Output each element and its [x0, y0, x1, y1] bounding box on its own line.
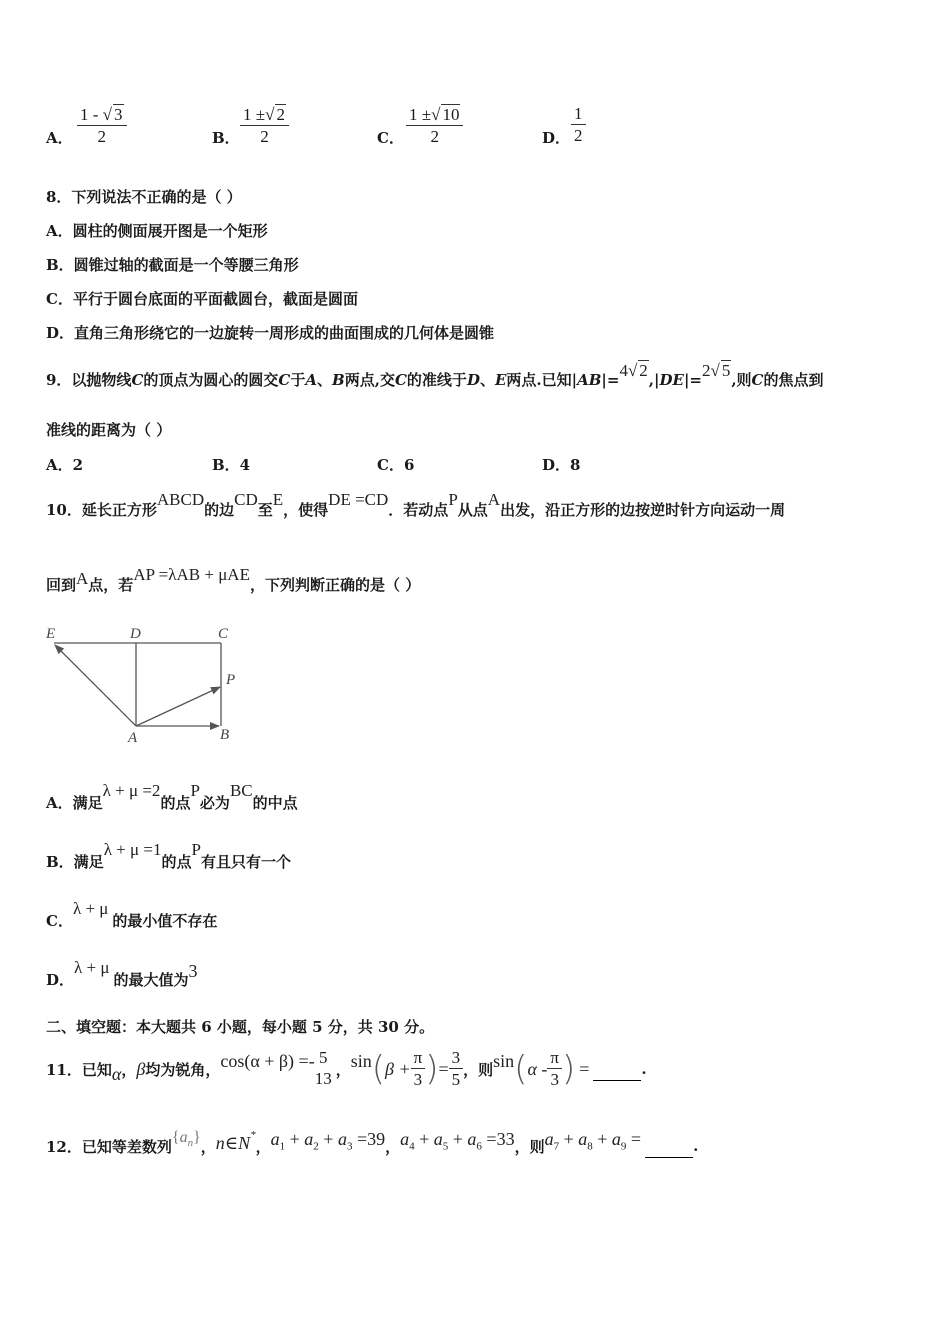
q11-f1-den: 13: [314, 1069, 332, 1088]
q12-plus: +: [289, 1129, 300, 1150]
fig-label-b: B: [220, 727, 230, 743]
q7-d-num: 1: [571, 104, 586, 125]
q9-rad: 2: [639, 361, 648, 380]
fig-label-e: E: [46, 626, 56, 642]
q12-sum1: [271, 1129, 385, 1153]
q7-a-rad: 3: [114, 105, 123, 124]
q10-d-expr: λ + μ: [74, 958, 110, 977]
q12-text: ，: [255, 1137, 271, 1156]
q12-a: a: [578, 1129, 588, 1150]
q10-a-p: P: [190, 781, 200, 800]
q9-text: 、: [317, 371, 333, 389]
q10-d-text: 的最大值为: [113, 971, 189, 989]
fig-vector-ae: [55, 645, 136, 726]
q9-text: 两点,交: [344, 371, 395, 389]
q9-de-value: 2√ 5: [701, 361, 731, 380]
q11-text: 均为锐角，: [145, 1060, 221, 1079]
q11-frac1: [315, 1048, 332, 1090]
q12-answer-blank[interactable]: [645, 1135, 693, 1158]
q10-a-text: 的点: [160, 794, 191, 812]
q9-line1: [46, 361, 824, 390]
q7-a-num: 1 -: [80, 105, 103, 124]
q11-text: 11．已知: [46, 1060, 112, 1079]
q12-sub: 2: [313, 1140, 319, 1153]
q9-line2: 准线的距离为（ ）: [46, 421, 172, 439]
q10-line2: [46, 565, 421, 595]
q9-text: |=: [683, 371, 702, 389]
q10-a-text: 的中点: [252, 794, 298, 812]
q9-coef: 4: [619, 361, 628, 380]
q12-nset: [215, 1128, 256, 1154]
q12-nset-text: n∈N: [215, 1132, 251, 1153]
q12-a: a: [400, 1129, 410, 1150]
q12-text: 12．已知等差数列: [46, 1137, 172, 1156]
q9-text: 的顶点为圆心的圆交: [143, 371, 279, 389]
fig-label-p: P: [226, 672, 236, 688]
q11-alpha: α: [111, 1063, 122, 1084]
q11-end: .: [641, 1060, 647, 1078]
q9-var-b: B: [332, 371, 345, 389]
q12-plus: +: [597, 1129, 608, 1150]
q12-text: ，: [385, 1137, 401, 1156]
q9-var-c: C: [751, 371, 764, 389]
q7-option-d-frac: [571, 104, 586, 147]
q9-rad: 5: [721, 361, 731, 380]
q10-vector-eq: AP =λAB + μAE: [133, 565, 250, 584]
q8-stem: 8．下列说法不正确的是（ ）: [46, 188, 242, 206]
q10-option-b: [46, 840, 291, 872]
q12-end: .: [693, 1137, 699, 1155]
q10-p: P: [448, 490, 458, 509]
fig-label-a: A: [128, 730, 138, 745]
q12-a: a: [611, 1129, 621, 1150]
q12-a: a: [544, 1129, 554, 1150]
q10-text: 出发，沿正方形的边按逆时针方向运动一周: [500, 501, 786, 519]
q10-text: ，使得: [283, 501, 329, 519]
q9-var-e: E: [494, 371, 507, 389]
q7-option-a-letter: A．: [46, 129, 73, 147]
q7-option-c-letter: C．: [377, 129, 404, 147]
q10-option-a: [46, 781, 298, 813]
q10-a-bc: BC: [229, 781, 253, 800]
q7-option-c-frac: $\frac{1 \pm√ 10}{2}$: [406, 104, 463, 148]
q10-text: 回到: [46, 576, 77, 594]
q10-option-c: [46, 899, 218, 931]
q11-pi-frac1: [411, 1048, 426, 1091]
q11-pi: π: [411, 1048, 426, 1069]
q9-text: 两点.已知|: [506, 371, 578, 389]
q11-line: 11．已知 α ， β 均为锐角， cos(α + β) =- 5 13 ， sin ( β + $\frac{\pi}{3}$ ) = $\frac{3}{5}$ ，则 sin ( α - $\frac{\pi}{3}$ ) = .: [46, 1047, 647, 1089]
q12-a: a: [304, 1129, 314, 1150]
q7-c-rad: 10: [442, 105, 460, 124]
q12-sub: 5: [442, 1140, 449, 1153]
q8-option-d: D．直角三角形绕它的一边旋转一周形成的曲面围成的几何体是圆锥: [46, 324, 495, 342]
q11-cos-expr: cos(α + β) =-: [220, 1050, 315, 1071]
q11-eq2: =: [579, 1058, 590, 1079]
q9-var-ab: AB: [577, 371, 602, 389]
fig-label-d: D: [130, 626, 141, 642]
q12-sub: 3: [346, 1140, 353, 1153]
q8-option-b: B．圆锥过轴的截面是一个等腰三角形: [46, 256, 299, 274]
q10-option-d: [46, 958, 198, 990]
q7-d-den: 2: [574, 126, 583, 145]
q11-sin2: sin: [493, 1050, 515, 1071]
q12-seq-a: a: [179, 1128, 188, 1146]
q10-text: 从点: [457, 501, 488, 519]
q10-c-text: 的最小值不存在: [112, 912, 218, 930]
q9-var-c: C: [278, 371, 291, 389]
q10-a-text: A．满足: [46, 794, 103, 812]
q9-option-d: D．8: [542, 456, 581, 474]
q11-f1-num: 5: [318, 1048, 328, 1067]
q11-three: 3: [413, 1069, 423, 1089]
q7-a-den: 2: [97, 127, 106, 146]
q12-a: a: [433, 1129, 443, 1150]
q9-coef: 2: [701, 361, 711, 380]
q10-figure: [40, 620, 250, 745]
q10-a: A: [76, 569, 89, 588]
q10-d-value: 3: [188, 961, 198, 981]
q12-text: ，: [200, 1137, 216, 1156]
q10-b-text: 有且只有一个: [200, 853, 291, 871]
q12-line: [46, 1126, 698, 1166]
q9-var-a: A: [305, 371, 318, 389]
q10-text: ．若动点: [388, 501, 449, 519]
q9-text: ,则: [731, 371, 752, 389]
q9-text: 的准线于: [406, 371, 467, 389]
q10-text: ，下列判断正确的是（ ）: [249, 576, 421, 594]
q12-plus: +: [563, 1129, 574, 1150]
q10-c-expr: λ + μ: [72, 899, 109, 918]
q9-text: |=: [601, 371, 620, 389]
q11-three2: 3: [550, 1069, 559, 1089]
q9-text: 的焦点到: [763, 371, 824, 389]
q12-plus: +: [452, 1129, 463, 1150]
q9-option-b: B．4: [212, 456, 251, 474]
q12-sub: 6: [476, 1140, 482, 1153]
q11-alpha-minus: α -: [527, 1058, 548, 1079]
q12-text: ，则: [514, 1137, 545, 1156]
q10-abcd: ABCD: [156, 490, 205, 509]
q9-option-a: A．2: [46, 456, 84, 474]
q12-sub: 9: [620, 1140, 627, 1153]
q12-sub: 8: [587, 1140, 593, 1153]
q12-a: a: [337, 1129, 347, 1150]
q12-sum3: [545, 1129, 641, 1153]
q10-de-eq: DE =CD: [328, 490, 389, 509]
q10-d-text: D．: [46, 971, 75, 989]
q10-b-text: B．满足: [46, 853, 104, 871]
q7-c-den: 2: [430, 127, 439, 146]
q12-sum2: [400, 1129, 514, 1153]
q12-seq-sub: n: [187, 1137, 194, 1150]
q9-text: 9．以抛物线: [46, 371, 132, 389]
q7-b-den: 2: [260, 127, 269, 146]
q10-a-expr: λ + μ =2: [102, 781, 161, 800]
q7-b-rad: 2: [276, 105, 285, 124]
q10-a: A: [487, 490, 501, 509]
q11-pi-frac2: [547, 1048, 562, 1091]
q9-var-de: DE: [659, 371, 684, 389]
q11-text: ，则: [463, 1060, 494, 1079]
q10-a-text: 必为: [199, 794, 230, 812]
q9-text: 于: [290, 371, 306, 389]
q12-star: *: [250, 1128, 256, 1141]
q10-text: 的边: [204, 501, 235, 519]
q10-b-expr: λ + μ =1: [103, 840, 162, 859]
q10-text: 点，若: [88, 576, 134, 594]
q7-b-num: 1 ±: [243, 105, 266, 124]
fig-vector-ap: [136, 687, 220, 726]
q12-v1: =39: [356, 1129, 386, 1150]
section-title: 二、填空题：本大题共 6 小题，每小题 5 分，共 30 分。: [46, 1018, 435, 1036]
q11-beta-plus: β +: [385, 1058, 411, 1079]
q10-b-p: P: [191, 840, 201, 859]
q12-sub: 7: [553, 1140, 560, 1153]
q7-option-b-frac: $\frac{1 \pm√ 2}{2}$: [240, 104, 289, 148]
q11-answer-blank[interactable]: [593, 1058, 641, 1081]
fig-label-c: C: [218, 626, 229, 642]
q9-text: 、: [479, 371, 495, 389]
q9-var-c: C: [394, 371, 407, 389]
q7-option-d-letter: D．: [542, 129, 571, 147]
q10-c-text: C．: [46, 912, 73, 930]
q10-b-text: 的点: [161, 853, 192, 871]
q9-option-c: C．6: [377, 456, 415, 474]
q11-text: ，: [121, 1060, 137, 1079]
q9-var-c: C: [131, 371, 144, 389]
q9-var-d: D: [466, 371, 480, 389]
q10-cd: CD: [234, 490, 258, 509]
q8-option-a: A．圆柱的侧面展开图是一个矩形: [46, 222, 268, 240]
q12-sub: 4: [409, 1140, 415, 1153]
q10-text: 至: [257, 501, 273, 519]
q11-pi2: π: [547, 1048, 562, 1069]
q12-plus: +: [323, 1129, 334, 1150]
q12-eq: =: [630, 1129, 642, 1150]
q9-text: ,|: [648, 371, 660, 389]
q11-f2-num: 3: [449, 1048, 464, 1069]
q11-beta: β: [136, 1058, 146, 1079]
q11-f2-den: 5: [451, 1069, 461, 1089]
q10-line1: [46, 490, 786, 520]
q12-sub: 1: [279, 1140, 286, 1153]
q9-ab-value: 4√ 2: [619, 361, 648, 380]
q12-v2: =33: [486, 1129, 515, 1150]
q12-a: a: [270, 1129, 280, 1150]
q7-option-b-letter: B．: [212, 129, 240, 147]
q8-option-c: C．平行于圆台底面的平面截圆台，截面是圆面: [46, 290, 358, 308]
q10-text: 10．延长正方形: [46, 501, 157, 519]
q11-sin1: sin: [350, 1050, 372, 1071]
q7-c-num: 1 ±: [409, 105, 432, 124]
q12-a: a: [467, 1129, 477, 1150]
q10-e: E: [272, 490, 284, 509]
q11-eq: =: [438, 1058, 449, 1079]
q7-option-a-frac: $\frac{1 - √ 3}{2}$: [77, 104, 127, 148]
q12-plus: +: [419, 1129, 430, 1150]
q12-seq: $\{a_n\}$: [171, 1128, 201, 1150]
q11-frac2: [449, 1048, 464, 1091]
